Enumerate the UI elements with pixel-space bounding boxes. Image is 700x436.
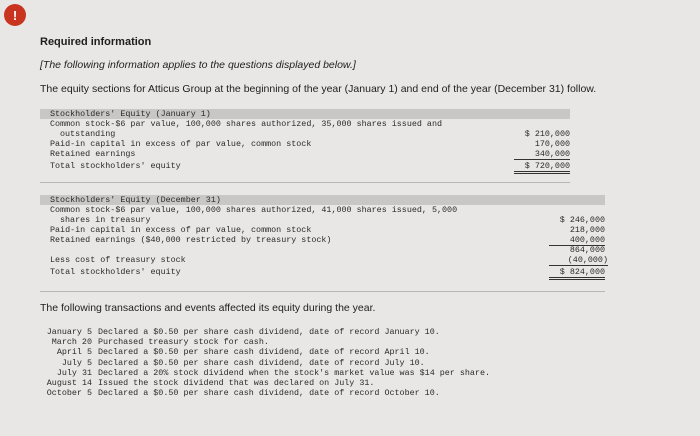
statement-row bbox=[40, 235, 605, 245]
transaction-date: January 5 bbox=[46, 327, 92, 337]
transaction-date: July 31 bbox=[56, 367, 92, 378]
transaction-description: Issued the stock dividend that was declared on July 31. bbox=[98, 378, 375, 389]
row-label: shares in treasury bbox=[60, 215, 151, 225]
transaction-date: October 5 bbox=[46, 388, 92, 399]
statement-row-subtotal bbox=[40, 245, 605, 255]
january-equity-statement bbox=[40, 109, 570, 171]
december-equity-statement bbox=[40, 195, 608, 277]
row-label: Paid-in capital in excess of par value, common stock bbox=[50, 225, 312, 235]
transaction-date: April 5 bbox=[56, 347, 92, 358]
list-item bbox=[30, 347, 490, 357]
transaction-description: Declared a $0.50 per share cash dividend, date of record October 10. bbox=[98, 388, 440, 399]
list-item bbox=[30, 327, 490, 337]
transaction-description: Declared a $0.50 per share cash dividend, date of record January 10. bbox=[98, 327, 440, 337]
divider bbox=[40, 182, 570, 183]
row-label: Total stockholders' equity bbox=[50, 161, 181, 171]
statement-row bbox=[40, 205, 605, 215]
transactions-list bbox=[30, 327, 490, 398]
transaction-description: Declared a 20% stock dividend when the stock's market value was $14 per share. bbox=[98, 367, 491, 378]
row-value: 864,000 bbox=[569, 245, 605, 255]
transaction-date: March 20 bbox=[51, 337, 92, 348]
row-value: 340,000 bbox=[514, 149, 570, 160]
transaction-date: July 5 bbox=[61, 357, 92, 368]
row-label: Retained earnings bbox=[50, 149, 136, 159]
alert-icon: ! bbox=[4, 4, 26, 26]
list-item bbox=[30, 388, 490, 398]
transaction-date: August 14 bbox=[46, 378, 92, 389]
row-value: $ 824,000 bbox=[549, 267, 605, 280]
row-value: 170,000 bbox=[534, 139, 570, 149]
statement-row bbox=[40, 215, 605, 225]
row-label: Less cost of treasury stock bbox=[50, 255, 186, 265]
row-value: 400,000 bbox=[549, 235, 605, 246]
statement-row bbox=[40, 119, 570, 129]
row-label: Paid-in capital in excess of par value, common stock bbox=[50, 139, 312, 149]
list-item bbox=[30, 378, 490, 388]
row-label: Retained earnings ($40,000 restricted by treasury stock) bbox=[50, 235, 332, 245]
list-item bbox=[30, 368, 490, 378]
row-value: $ 210,000 bbox=[524, 129, 570, 139]
statement-row bbox=[40, 225, 605, 235]
statement-row-total bbox=[40, 161, 570, 171]
row-label: Common stock-$6 par value, 100,000 shares authorized, 35,000 shares issued and bbox=[50, 119, 443, 129]
divider bbox=[40, 291, 605, 292]
row-value: $ 246,000 bbox=[559, 215, 605, 225]
list-item bbox=[30, 337, 490, 347]
required-information-heading: Required information bbox=[40, 36, 152, 48]
transactions-intro: The following transactions and events affected its equity during the year. bbox=[40, 302, 376, 314]
statement-row bbox=[40, 149, 570, 159]
transaction-description: Declared a $0.50 per share cash dividend, date of record July 10. bbox=[98, 357, 425, 368]
statement-row bbox=[40, 139, 570, 149]
statement-row bbox=[40, 129, 570, 139]
instruction-subtitle: [The following information applies to the questions displayed below.] bbox=[40, 59, 356, 71]
row-label: Total stockholders' equity bbox=[50, 267, 181, 277]
december-statement-title: Stockholders' Equity (December 31) bbox=[40, 195, 605, 205]
row-label: Common stock-$6 par value, 100,000 shares authorized, 41,000 shares issued, 5,000 bbox=[50, 205, 458, 215]
january-statement-title: Stockholders' Equity (January 1) bbox=[40, 109, 570, 119]
statement-row-total bbox=[40, 267, 605, 277]
row-value: $ 720,000 bbox=[514, 161, 570, 174]
row-label: outstanding bbox=[60, 129, 116, 139]
transaction-description: Purchased treasury stock for cash. bbox=[98, 337, 269, 348]
intro-text: The equity sections for Atticus Group at the beginning of the year (January 1) and end of the year (December 31) follow. bbox=[40, 83, 597, 95]
statement-row bbox=[40, 255, 608, 265]
row-value: (40,000) bbox=[549, 255, 608, 266]
transaction-description: Declared a $0.50 per share cash dividend, date of record April 10. bbox=[98, 347, 430, 358]
list-item bbox=[30, 358, 490, 368]
row-value: 218,000 bbox=[569, 225, 605, 235]
